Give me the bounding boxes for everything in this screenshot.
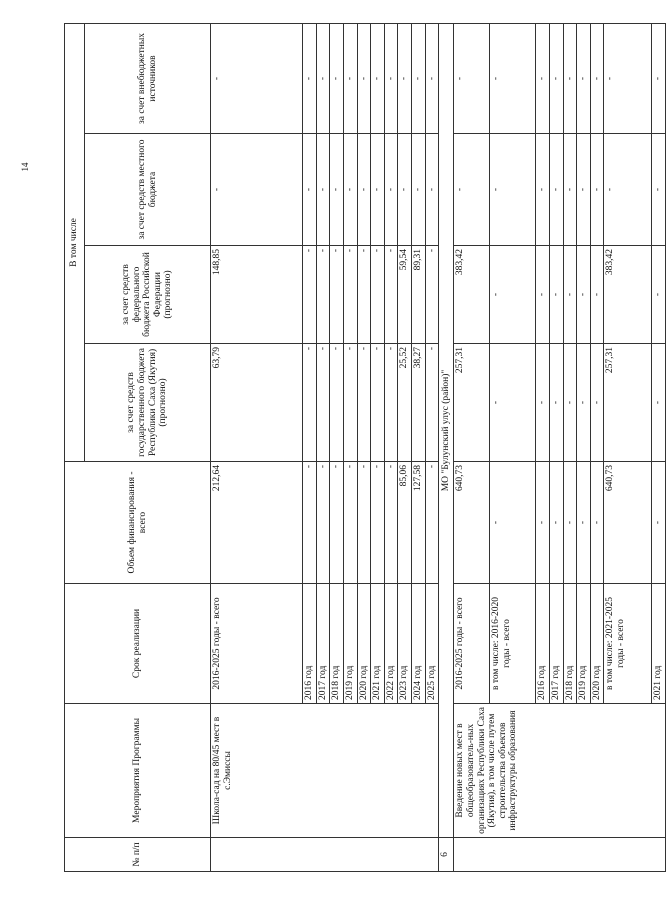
row-extra: - [330, 23, 344, 133]
block1 [211, 23, 439, 871]
row-extra: - [371, 23, 385, 133]
row-federal: 383,42 [604, 246, 652, 344]
row-period: 2016-2025 годы - всего [211, 584, 303, 704]
row-period: 2020 год [357, 584, 371, 704]
rotated-table-container [64, 24, 664, 872]
row-total: - [303, 462, 317, 584]
row-period: в том числе: 2016-2020 годы - всего [490, 584, 536, 704]
row-extra: - [412, 23, 426, 133]
row-federal: - [536, 246, 550, 344]
row-state: - [549, 344, 563, 462]
row-total: - [357, 462, 371, 584]
row-local: - [563, 134, 577, 246]
row-period: 2021 год [652, 584, 666, 704]
row-state: 38,27 [412, 344, 426, 462]
row-local: - [652, 134, 666, 246]
row-extra: - [577, 23, 591, 133]
row-extra: - [211, 23, 303, 133]
row-period: 2018 год [330, 584, 344, 704]
row-local: - [303, 134, 317, 246]
col-incl-header: В том числе [65, 23, 85, 461]
block1-num [211, 838, 439, 872]
row-state: 257,31 [604, 344, 652, 462]
row-federal: - [425, 246, 439, 344]
row-federal: 59,54 [398, 246, 412, 344]
row-federal: 148,85 [211, 246, 303, 344]
row-local: - [211, 134, 303, 246]
row-period: 2017 год [316, 584, 330, 704]
row-federal: - [330, 246, 344, 344]
row-federal: - [343, 246, 357, 344]
row-local: - [371, 134, 385, 246]
row-state: - [343, 344, 357, 462]
row-period: 2020 год [590, 584, 604, 704]
row-local: - [330, 134, 344, 246]
row-period: 2016 год [303, 584, 317, 704]
row-total: 127,58 [412, 462, 426, 584]
row-state: - [563, 344, 577, 462]
row-federal: - [590, 246, 604, 344]
row-local: - [357, 134, 371, 246]
row-total: 640,73 [454, 462, 490, 584]
col-local-header: за счет средств местного бюджета [85, 134, 211, 246]
row-total: - [330, 462, 344, 584]
section-6 [439, 23, 454, 871]
row-total: - [549, 462, 563, 584]
row-period: 2018 год [563, 584, 577, 704]
row-federal: - [549, 246, 563, 344]
section-num: 6 [439, 838, 454, 872]
row-total: - [343, 462, 357, 584]
row-period: в том числе: 2021-2025 годы - всего [604, 584, 652, 704]
row-extra: - [316, 23, 330, 133]
row-local: - [384, 134, 398, 246]
row-period: 2024 год [412, 584, 426, 704]
row-extra: - [604, 23, 652, 133]
row-extra: - [343, 23, 357, 133]
row-total: - [577, 462, 591, 584]
row-local: - [590, 134, 604, 246]
row-federal: 383,42 [454, 246, 490, 344]
row-total: - [316, 462, 330, 584]
row-state: - [357, 344, 371, 462]
row-state: - [577, 344, 591, 462]
row-period: 2019 год [343, 584, 357, 704]
row-extra: - [398, 23, 412, 133]
section-title: МО "Булунский улус (район)" [439, 23, 454, 837]
row-state: 257,31 [454, 344, 490, 462]
row-local: - [398, 134, 412, 246]
row-local: - [343, 134, 357, 246]
block2-num [454, 838, 666, 872]
row-local: - [412, 134, 426, 246]
row-state: 63,79 [211, 344, 303, 462]
row-extra: - [454, 23, 490, 133]
table-row [211, 23, 303, 871]
col-total-header: Объем финансирования - всего [65, 462, 211, 584]
row-extra: - [652, 23, 666, 133]
row-local: - [604, 134, 652, 246]
row-total: - [652, 462, 666, 584]
row-extra: - [384, 23, 398, 133]
row-state: 25,52 [398, 344, 412, 462]
row-federal: - [652, 246, 666, 344]
row-total: - [536, 462, 550, 584]
row-federal: - [577, 246, 591, 344]
block2-measure: Введение новых мест в общеобразователь-ных организациях Республики Саха (Якутия), в том числе путем строительства объектов инфраструктуры образования [454, 704, 666, 838]
row-local: - [536, 134, 550, 246]
table-row [454, 23, 490, 871]
row-total: 212,64 [211, 462, 303, 584]
row-period: 2019 год [577, 584, 591, 704]
row-local: - [549, 134, 563, 246]
row-state: - [371, 344, 385, 462]
row-extra: - [536, 23, 550, 133]
row-total: - [371, 462, 385, 584]
block2 [454, 23, 666, 871]
col-measure-header: Мероприятия Программы [65, 704, 211, 838]
page-number: 14 [20, 162, 30, 172]
row-period: 2017 год [549, 584, 563, 704]
row-federal: - [316, 246, 330, 344]
row-federal: - [371, 246, 385, 344]
row-federal: - [303, 246, 317, 344]
row-total: 85,06 [398, 462, 412, 584]
row-period: 2021 год [371, 584, 385, 704]
row-extra: - [490, 23, 536, 133]
section-row [439, 23, 454, 871]
row-state: - [425, 344, 439, 462]
row-state: - [303, 344, 317, 462]
row-total: - [590, 462, 604, 584]
row-federal: - [490, 246, 536, 344]
row-total: 640,73 [604, 462, 652, 584]
row-local: - [490, 134, 536, 246]
row-state: - [316, 344, 330, 462]
row-total: - [563, 462, 577, 584]
row-period: 2022 год [384, 584, 398, 704]
row-extra: - [357, 23, 371, 133]
row-period: 2016-2025 годы - всего [454, 584, 490, 704]
row-federal: - [357, 246, 371, 344]
row-state: - [652, 344, 666, 462]
row-local: - [577, 134, 591, 246]
row-local: - [454, 134, 490, 246]
row-total: - [490, 462, 536, 584]
row-extra: - [303, 23, 317, 133]
block1-measure: Школа-сад на 80/45 мест в с.Эмиссы [211, 704, 439, 838]
row-local: - [425, 134, 439, 246]
row-federal: - [384, 246, 398, 344]
col-num-header: № п/п [65, 838, 211, 872]
row-state: - [490, 344, 536, 462]
row-extra: - [563, 23, 577, 133]
col-state-header: за счет средств государственного бюджета Республики Саха (Якутия) (прогнозно) [85, 344, 211, 462]
financing-table [64, 23, 666, 872]
row-period: 2025 год [425, 584, 439, 704]
col-federal-header: за счет средств федерального бюджета Российской Федерации (прогнозно) [85, 246, 211, 344]
row-local: - [316, 134, 330, 246]
row-federal: - [563, 246, 577, 344]
row-period: 2023 год [398, 584, 412, 704]
row-total: - [384, 462, 398, 584]
row-extra: - [549, 23, 563, 133]
row-federal: 89,31 [412, 246, 426, 344]
row-state: - [590, 344, 604, 462]
col-period-header: Срок реализации [65, 584, 211, 704]
row-state: - [330, 344, 344, 462]
row-extra: - [425, 23, 439, 133]
row-state: - [384, 344, 398, 462]
row-period: 2016 год [536, 584, 550, 704]
row-state: - [536, 344, 550, 462]
col-extra-header: за счет внебюджетных источников [85, 23, 211, 133]
row-total: - [425, 462, 439, 584]
row-extra: - [590, 23, 604, 133]
